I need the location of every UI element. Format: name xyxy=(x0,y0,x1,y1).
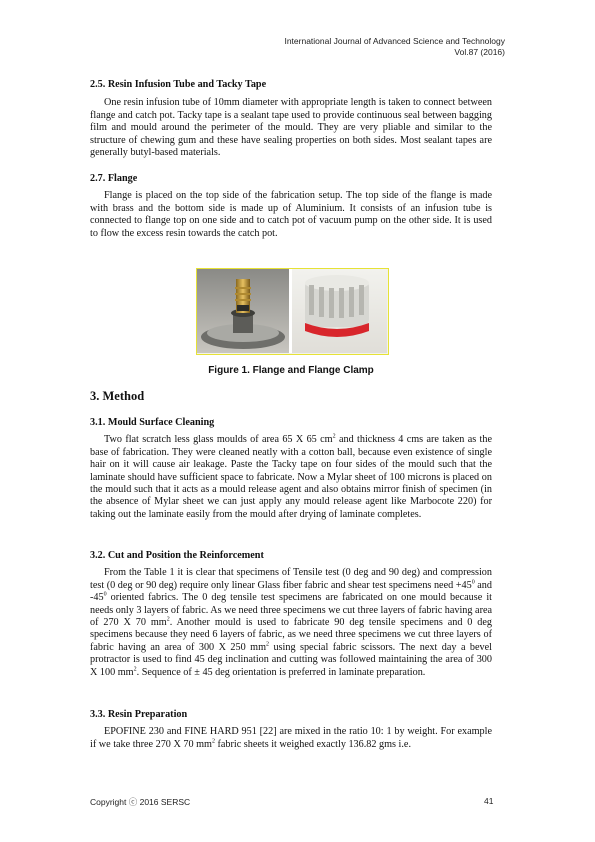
copyright-text: Copyright ⓒ 2016 SERSC xyxy=(90,797,191,807)
section-2-5 xyxy=(90,79,492,159)
section-heading: 2.7. Flange xyxy=(90,173,138,184)
section-3-3 xyxy=(90,709,492,751)
journal-title: International Journal of Advanced Science and Technology xyxy=(284,36,505,46)
section-heading: 3. Method xyxy=(90,389,145,403)
page-number: 41 xyxy=(484,796,494,806)
section-heading: 3.3. Resin Preparation xyxy=(90,709,188,720)
section-heading: 3.1. Mould Surface Cleaning xyxy=(90,417,215,428)
paragraph: One resin infusion tube of 10mm diameter with appropriate length is taken to connect between flange and catch pot. Tacky tape is a sealant tape used to provide continuous seal between bagging film and mould around the perimeter of the mould. They are very pliable and similar to the structure of chewing gum and these have sealing properties on both sides. Most sealant tapes are generally butyl-based materials. xyxy=(90,97,492,159)
figure-caption: Figure 1. Flange and Flange Clamp xyxy=(208,365,374,376)
paragraph: EPOFINE 230 and FINE HARD 951 [22] are mixed in the ratio 10: 1 by weight. For example if we take three 270 X 70 $mm^2$ fabric sheets it weighed exactly 136.82 gms i.e. xyxy=(90,726,492,750)
flange-photo-illustration xyxy=(197,269,387,353)
paragraph: Two flat scratch less glass moulds of area 65 X 65 $cm^2$ and thickness 4 cms are taken as the base of fabrication. They were cleaned neatly with a cotton ball, because even existence of single hair on it will cause air leakage. Paste the Tacky tape on four sides of the mould such that the laminate should have sufficient space to fabricate. Now a Mylar sheet of 100 microns is placed on the mould such that it acts as a mould release agent and also obtains mirror finish of specimen (in the absence of Mylar sheet we can just apply any mould release agent like Marbocote 220) for taking out the laminate easily from the mould after drying of laminate completes. xyxy=(90,434,492,520)
paragraph: From the Table 1 it is clear that specimens of Tensile test (0 deg and 90 deg) and compression test (0 deg or 90 deg) require only linear Glass fiber fabric and shear test specimens need $+45^0$ and $-45^0$ oriented fabrics. The 0 deg tensile test specimens are fabricated on one mould because it needs only 3 layers of fabric. As we need three specimens we cut three layers of fabric having area of 270 X 70 $mm^2$. Another mould is used to fabricate 90 deg tensile specimens and 0 deg specimens because they need 6 layers of fabric, as we need three specimens we cut three layers of fabric having an area of 300 X 250 $mm^2$ using special fabric scissors. The next day a bevel protractor is used to find 45 deg inclination and cutting was followed maintaining the area of 300 X 100 $mm^2$. Sequence of ± 45 deg orientation is preferred in laminate preparation. xyxy=(90,567,492,678)
section-heading: 2.5. Resin Infusion Tube and Tacky Tape xyxy=(90,79,267,90)
paragraph: Flange is placed on the top side of the fabrication setup. The top side of the flange is made with brass and the bottom side is made up of Aluminium. It consists of an infusion tube is connected to flange top on one side and to catch pot of vacuum pump on the other side. It is used to flow the excess resin towards the catch pot. xyxy=(90,190,492,239)
section-3-1 xyxy=(90,417,492,521)
section-2-7 xyxy=(90,173,492,240)
journal-volume: Vol.87 (2016) xyxy=(454,47,505,57)
section-3 xyxy=(90,390,492,402)
section-3-2 xyxy=(90,550,492,679)
section-heading: 3.2. Cut and Position the Reinforcement xyxy=(90,550,264,561)
figure-image xyxy=(196,268,389,355)
